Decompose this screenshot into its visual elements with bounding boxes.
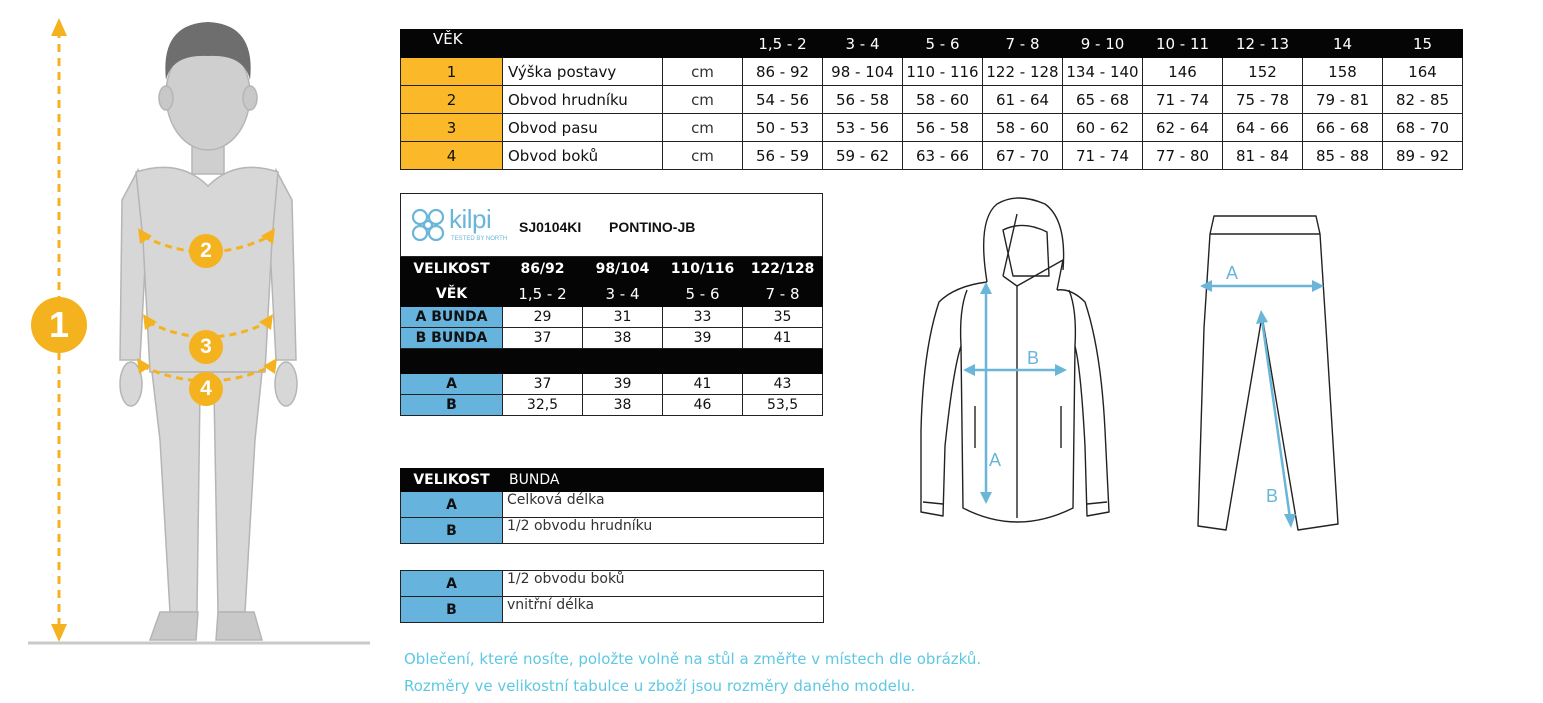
- cell: 46: [663, 395, 743, 416]
- legend-header-right: BUNDA: [503, 469, 824, 492]
- pants-legend-table: [400, 570, 824, 623]
- row-label: A: [401, 374, 503, 395]
- legend-text: 1/2 obvodu hrudníku: [503, 518, 824, 544]
- instruction-note-1: Oblečení, které nosíte, položte volně na stůl a změřte v místech dle obrázků.: [404, 650, 982, 668]
- body-measurement-table: [400, 29, 1463, 170]
- cell: 53,5: [743, 395, 823, 416]
- age-col: 7 - 8: [983, 30, 1063, 58]
- cell: 35: [743, 307, 823, 328]
- cell: 67 - 70: [983, 142, 1063, 170]
- cell: 38: [583, 395, 663, 416]
- product-name: PONTINO-JB: [609, 219, 696, 235]
- row-unit: cm: [663, 114, 743, 142]
- product-size-table: [400, 193, 823, 416]
- cell: 82 - 85: [1383, 86, 1463, 114]
- row-number: 1: [401, 58, 503, 86]
- marker-3: 3: [189, 330, 223, 364]
- age-col: 5 - 6: [663, 282, 743, 307]
- age-col: 10 - 11: [1143, 30, 1223, 58]
- cell: 64 - 66: [1223, 114, 1303, 142]
- cell: 164: [1383, 58, 1463, 86]
- cell: 71 - 74: [1143, 86, 1223, 114]
- cell: 152: [1223, 58, 1303, 86]
- age-col: 12 - 13: [1223, 30, 1303, 58]
- cell: 66 - 68: [1303, 114, 1383, 142]
- cell: 110 - 116: [903, 58, 983, 86]
- kilpi-logo-icon: [407, 204, 449, 246]
- table-row: [401, 307, 823, 328]
- cell: 32,5: [503, 395, 583, 416]
- legend-text: Celková délka: [503, 492, 824, 518]
- cell: 98 - 104: [823, 58, 903, 86]
- cell: 54 - 56: [743, 86, 823, 114]
- age-col: 9 - 10: [1063, 30, 1143, 58]
- cell: 58 - 60: [983, 114, 1063, 142]
- table-row: [401, 374, 823, 395]
- cell: 33: [663, 307, 743, 328]
- table-row: [401, 58, 1463, 86]
- age-col: 1,5 - 2: [743, 30, 823, 58]
- age-header-row: [401, 30, 1463, 58]
- age-col: 1,5 - 2: [503, 282, 583, 307]
- size-col: 110/116: [663, 257, 743, 282]
- row-number: 3: [401, 114, 503, 142]
- cell: 61 - 64: [983, 86, 1063, 114]
- legend-key: B: [401, 518, 503, 544]
- jacket-drawing: [905, 190, 1120, 540]
- row-unit: cm: [663, 142, 743, 170]
- legend-key: B: [401, 597, 503, 623]
- row-label: B BUNDA: [401, 328, 503, 349]
- legend-row: [401, 571, 824, 597]
- row-unit: cm: [663, 86, 743, 114]
- age-header-row: [401, 282, 823, 307]
- cell: 65 - 68: [1063, 86, 1143, 114]
- product-header-row: [401, 194, 823, 257]
- row-unit: cm: [663, 58, 743, 86]
- cell: 68 - 70: [1383, 114, 1463, 142]
- pants-label-b: B: [1266, 486, 1279, 506]
- age-col: 15: [1383, 30, 1463, 58]
- age-col: 3 - 4: [823, 30, 903, 58]
- cell: 56 - 58: [903, 114, 983, 142]
- legend-row: [401, 492, 824, 518]
- cell: 39: [663, 328, 743, 349]
- cell: 37: [503, 328, 583, 349]
- cell: 43: [743, 374, 823, 395]
- cell: 31: [583, 307, 663, 328]
- size-header-row: [401, 257, 823, 282]
- marker-1: 1: [31, 297, 87, 353]
- jacket-legend-table: [400, 468, 824, 544]
- legend-row: [401, 518, 824, 544]
- row-label: Obvod hrudníku: [503, 86, 663, 114]
- cell: 39: [583, 374, 663, 395]
- cell: 134 - 140: [1063, 58, 1143, 86]
- divider-row: [401, 349, 823, 374]
- cell: 58 - 60: [903, 86, 983, 114]
- row-label: B: [401, 395, 503, 416]
- cell: 77 - 80: [1143, 142, 1223, 170]
- cell: 60 - 62: [1063, 114, 1143, 142]
- legend-text: 1/2 obvodu boků: [503, 571, 824, 597]
- row-number: 2: [401, 86, 503, 114]
- row-number: 4: [401, 142, 503, 170]
- marker-2: 2: [189, 234, 223, 268]
- age-col: 7 - 8: [743, 282, 823, 307]
- size-col: 122/128: [743, 257, 823, 282]
- cell: 81 - 84: [1223, 142, 1303, 170]
- cell: 122 - 128: [983, 58, 1063, 86]
- pants-drawing: [1190, 208, 1340, 533]
- cell: 56 - 59: [743, 142, 823, 170]
- table-row: [401, 142, 1463, 170]
- brand-name: kilpi: [449, 204, 492, 234]
- cell: 37: [503, 374, 583, 395]
- size-col: 98/104: [583, 257, 663, 282]
- pants-label-a: A: [1226, 263, 1239, 283]
- cell: 62 - 64: [1143, 114, 1223, 142]
- size-label: VELIKOST: [401, 257, 503, 282]
- cell: 59 - 62: [823, 142, 903, 170]
- cell: 50 - 53: [743, 114, 823, 142]
- cell: 63 - 66: [903, 142, 983, 170]
- age-col: 3 - 4: [583, 282, 663, 307]
- cell: 56 - 58: [823, 86, 903, 114]
- table-row: [401, 86, 1463, 114]
- cell: 38: [583, 328, 663, 349]
- legend-key: A: [401, 571, 503, 597]
- table-row: [401, 328, 823, 349]
- size-col: 86/92: [503, 257, 583, 282]
- cell: 86 - 92: [743, 58, 823, 86]
- cell: 29: [503, 307, 583, 328]
- cell: 71 - 74: [1063, 142, 1143, 170]
- legend-header-left: VELIKOST: [401, 469, 503, 492]
- jacket-label-b: B: [1027, 348, 1040, 368]
- brand-tagline: TESTED BY NORTH: [451, 236, 508, 242]
- cell: 89 - 92: [1383, 142, 1463, 170]
- legend-header-row: [401, 469, 824, 492]
- age-label: VĚK: [401, 282, 503, 307]
- age-label: VĚK: [401, 30, 503, 58]
- table-row: [401, 114, 1463, 142]
- jacket-label-a: A: [989, 450, 1002, 470]
- table-row: [401, 395, 823, 416]
- cell: 146: [1143, 58, 1223, 86]
- cell: 79 - 81: [1303, 86, 1383, 114]
- product-code: SJ0104KI: [519, 219, 582, 235]
- instruction-note-2: Rozměry ve velikostní tabulce u zboží jsou rozměry daného modelu.: [404, 677, 916, 695]
- cell: 41: [663, 374, 743, 395]
- age-col: 5 - 6: [903, 30, 983, 58]
- legend-key: A: [401, 492, 503, 518]
- cell: 53 - 56: [823, 114, 903, 142]
- row-label: Obvod pasu: [503, 114, 663, 142]
- marker-4: 4: [189, 372, 223, 406]
- age-col: 14: [1303, 30, 1383, 58]
- cell: 158: [1303, 58, 1383, 86]
- row-label: Obvod boků: [503, 142, 663, 170]
- row-label: A BUNDA: [401, 307, 503, 328]
- row-label: Výška postavy: [503, 58, 663, 86]
- legend-text: vnitřní délka: [503, 597, 824, 623]
- cell: 85 - 88: [1303, 142, 1383, 170]
- cell: 41: [743, 328, 823, 349]
- legend-row: [401, 597, 824, 623]
- cell: 75 - 78: [1223, 86, 1303, 114]
